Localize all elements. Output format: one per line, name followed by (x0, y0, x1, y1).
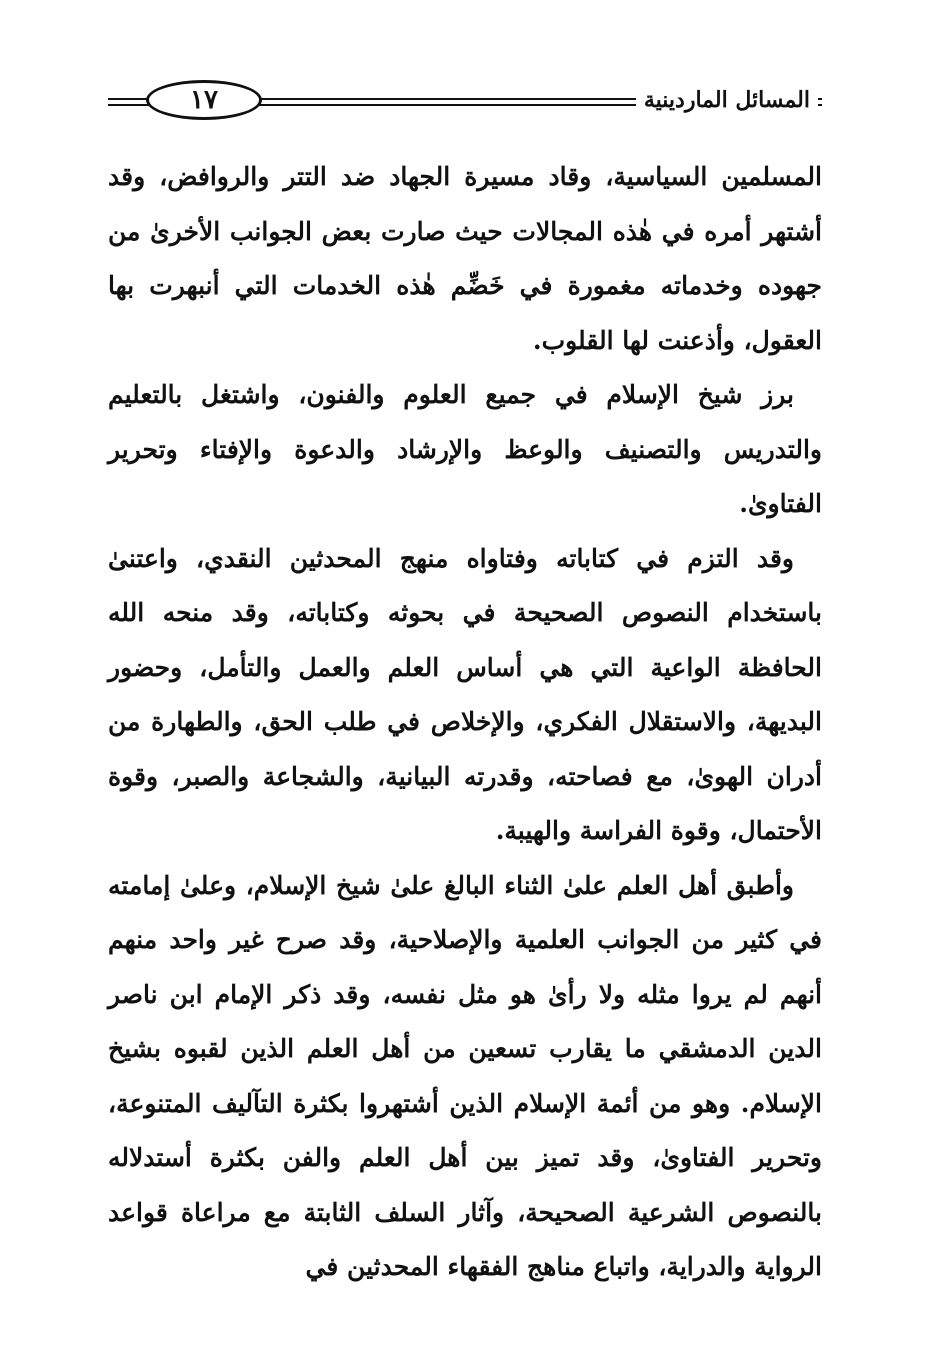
paragraph: المسلمين السياسية، وقاد مسيرة الجهاد ضد التتر والروافض، وقد أشتهر أمره في هٰذه المجالات حيث صارت بعض الجوانب الأخرىٰ من جهوده وخدماته مغمورة في خَضِّم هٰذه الخدمات التي أنبهرت بها العقول، وأذعنت لها القلوب. (108, 162, 822, 355)
running-title: المسائل الماردينية (636, 82, 818, 118)
paragraph: برز شيخ الإسلام في جميع العلوم والفنون، واشتغل بالتعليم والتدريس والتصنيف والوعظ والإرشاد والدعوة والإفتاء وتحرير الفتاوىٰ. (108, 380, 822, 518)
page-number: ١٧ (146, 80, 262, 120)
paragraph: وقد التزم في كتاباته وفتاواه منهج المحدثين النقدي، واعتنىٰ باستخدام النصوص الصحيحة في بحوثه وكتاباته، وقد منحه الله الحافظة الواعية التي هي أساس العلم والعمل والتأمل، وحضور البديهة، والاستقلال الفكري، والإخلاص في طلب الحق، والطهارة من أدران الهوىٰ، مع فصاحته، وقدرته البيانية، والشجاعة والصبر، وقوة الأحتمال، وقوة الفراسة والهيبة. (108, 543, 822, 845)
paragraph: وأطبق أهل العلم علىٰ الثناء البالغ علىٰ شيخ الإسلام، وعلىٰ إمامته في كثير من الجوانب العلمية والإصلاحية، وقد صرح غير واحد منهم أنهم لم يروا مثله ولا رأىٰ هو مثل نفسه، وقد ذكر الإمام ابن ناصر الدين الدمشقي ما يقارب تسعين من أهل العلم الذين لقبوه بشيخ الإسلام. وهو من أئمة الإسلام الذين أشتهروا بكثرة التآليف المتنوعة، وتحرير الفتاوىٰ، وقد تميز بين أهل العلم والفن بكثرة أستدلاله بالنصوص الشرعية الصحيحة، وآثار السلف الثابتة مع مراعاة قواعد الرواية والدراية، واتباع مناهج الفقهاء المحدثين في (108, 870, 823, 1281)
page-header (108, 80, 822, 124)
body-text (108, 150, 822, 1295)
